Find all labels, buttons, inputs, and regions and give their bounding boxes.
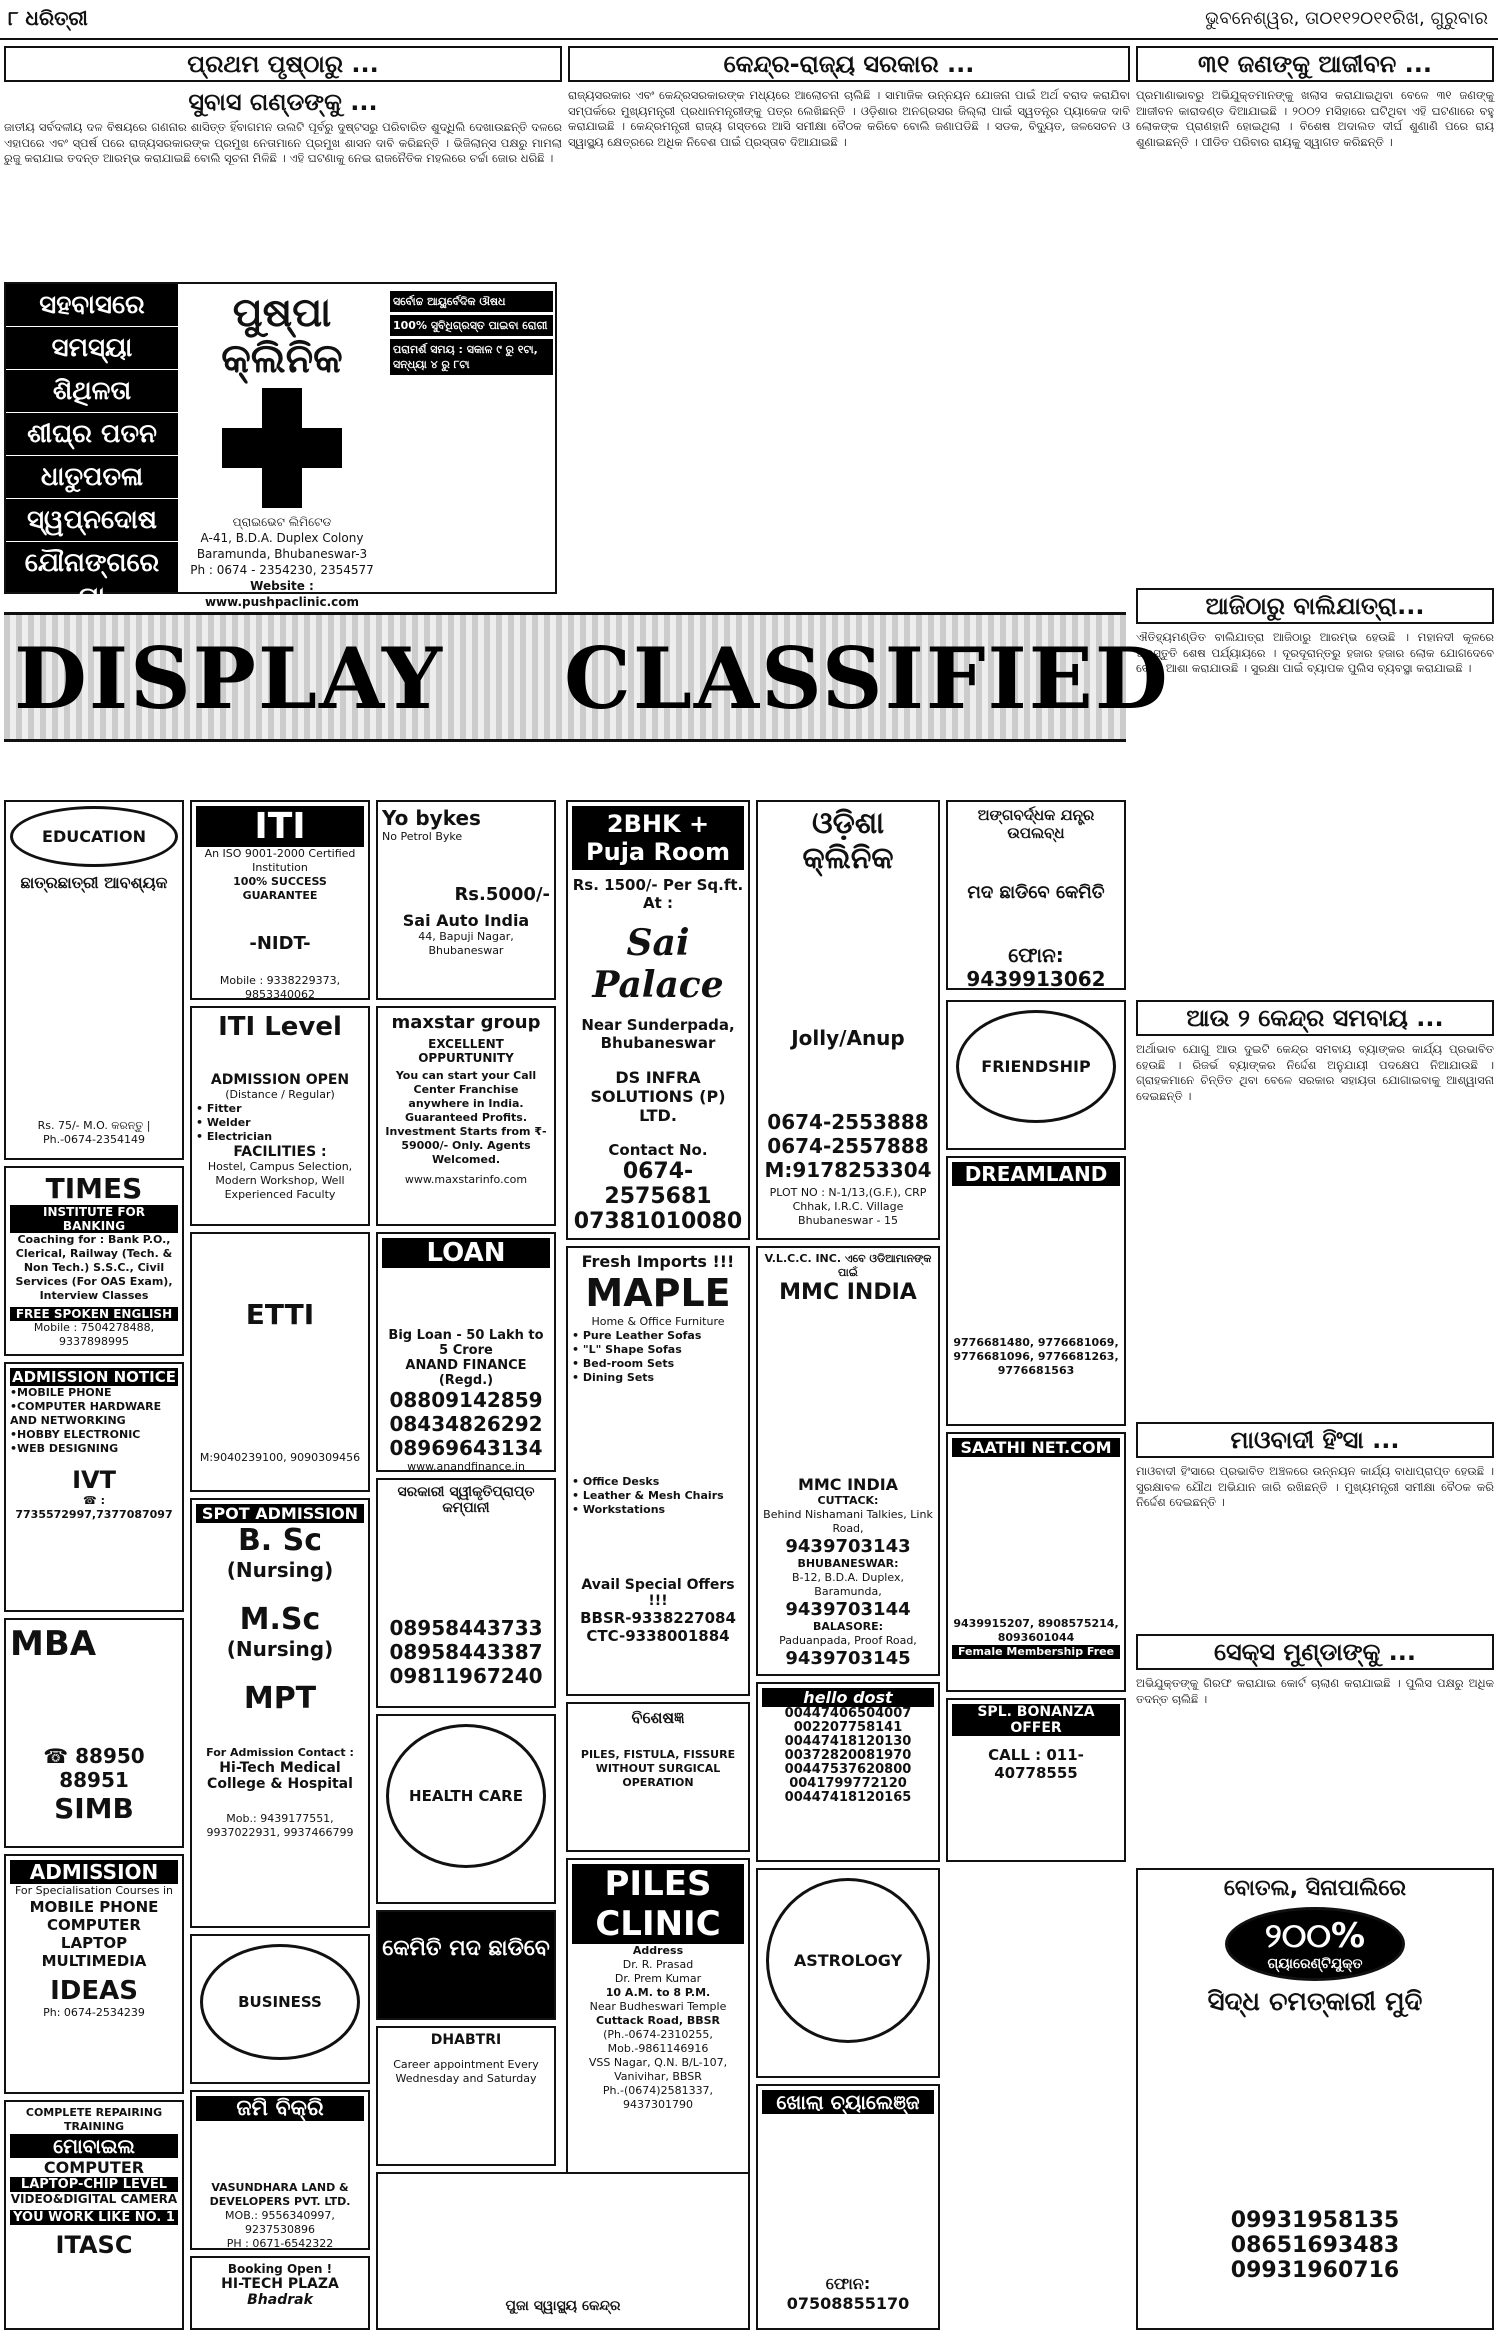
phone: 07381010080	[573, 1209, 743, 1234]
banner-word-display: DISPLAY	[14, 629, 444, 728]
ad-heading: ଅଙ୍ଗବର୍ଦ୍ଧକ ଯନ୍ତ୍ର ଉପଲବ୍ଧ	[977, 806, 1095, 842]
iti-level-ad	[190, 1006, 370, 1226]
city: BHUBANESWAR:	[797, 1557, 899, 1570]
ad-heading: TIMES	[45, 1172, 143, 1205]
maple-sub: Home & Office Furniture	[591, 1315, 725, 1328]
developer: DS INFRA SOLUTIONS (P) LTD.	[590, 1068, 726, 1125]
kemiti-ad	[376, 1910, 556, 2020]
road: Cuttack Road, BBSR	[595, 2014, 720, 2027]
ad-heading: COMPLETE REPAIRING TRAINING	[25, 2106, 163, 2133]
no-petrol: No Petrol Byke	[382, 830, 463, 843]
spoken-english: FREE SPOKEN ENGLISH	[10, 1307, 178, 1321]
facilities-label: FACILITIES :	[233, 1144, 327, 1160]
finance-name: ANAND FINANCE (Regd.)	[405, 1358, 527, 1388]
badge-percent: ୨୦୦%	[1264, 1916, 1366, 1956]
contact-label: Contact No.	[608, 1141, 708, 1159]
course: VIDEO&DIGITAL CAMERA	[10, 2192, 178, 2206]
address: B-12, B.D.A. Duplex, Baramunda,	[792, 1571, 904, 1598]
developer: VASUNDHARA LAND & DEVELOPERS PVT. LTD.	[209, 2181, 351, 2208]
simb-name: SIMB	[54, 1792, 134, 1825]
symptom-item: ଶିଥିଳତା	[6, 370, 178, 413]
symptom-item: ସମସ୍ୟା	[6, 327, 178, 370]
clinic-phone: Ph : 0674 - 2354230, 2354577	[190, 563, 374, 577]
ad-heading: Yo bykes	[382, 806, 481, 830]
story-headline: ସୁବାସ ଗଣ୍ଡଙ୍କୁ ...	[188, 88, 378, 116]
phone: 00372820081970	[784, 1748, 912, 1763]
ad-phone: Mobile : 7504278488, 9337898995	[33, 1321, 155, 1348]
phone: 002207758141	[793, 1720, 903, 1735]
course-sub: (Nursing)	[226, 1558, 334, 1582]
course: ମୋବାଇଲ	[10, 2134, 178, 2158]
repair-training-ad	[4, 2100, 184, 2330]
health-care-badge: HEALTH CARE	[386, 1724, 546, 1868]
ad-phone: ☎ : 7735572997,7377087097	[15, 1494, 173, 1521]
ad-heading: ADMISSION	[10, 1860, 178, 1884]
ideas-name: IDEAS	[50, 1976, 138, 2006]
sai-palace-ad	[566, 800, 750, 1240]
mmc-name: MMC INDIA	[797, 1475, 899, 1494]
course: LAPTOP-CHIP LEVEL	[10, 2177, 178, 2192]
banner-word-classified: CLASSIFIED	[564, 629, 1170, 728]
doctor: Dr. Prem Kumar	[614, 1972, 702, 1985]
furniture-item: • Bed-room Sets	[572, 1357, 675, 1370]
magic-ring-ad	[1136, 1868, 1494, 2330]
badge-sub: ଗ୍ୟାରେଣ୍ଟିଯୁକ୍ତ	[1267, 1956, 1363, 1972]
astrology-ad	[756, 1868, 940, 2078]
friendship-ad	[946, 1000, 1126, 1150]
ad-heading: PILES CLINIC	[572, 1864, 744, 1944]
phone: 08958443387	[389, 1640, 543, 1664]
simb-mba-ad	[4, 1618, 184, 1848]
ad-heading: 2BHK + Puja Room	[572, 806, 744, 870]
ad-phone: M:9040239100, 9090309456	[199, 1451, 361, 1464]
course: M.Sc	[239, 1602, 321, 1637]
timing: 10 A.M. to 8 P.M.	[605, 1986, 711, 1999]
section-title: ସେକ୍ସ ମୁଣ୍ଡାଙ୍କୁ ...	[1136, 1634, 1494, 1670]
liquor-quit: ମଦ ଛାଡିବେ କେମିତି	[967, 882, 1105, 903]
ad-heading: Booking Open !	[227, 2262, 333, 2276]
ad-phone: MOB.: 9556340997, 9237530896	[225, 2209, 335, 2236]
column-title: ପ୍ରଥମ ପୃଷ୍ଠାରୁ ...	[4, 46, 562, 82]
pushpa-info-bar: ସର୍ବୋଚ୍ଚ ଆୟୁର୍ବେଦିକ ଔଷଧ	[390, 291, 553, 312]
course: • Electrician	[196, 1130, 273, 1143]
ad-heading: DHABTRI	[430, 2032, 502, 2048]
maxstar-body: You can start your Call Center Franchise anywhere in India. Guaranteed Profits. Investment Starts from ₹- 59000/- Only. Agents Welcomed.	[385, 1069, 547, 1166]
bike-price: Rs.5000/-	[454, 884, 550, 905]
ad-heading: ଛାତ୍ରଛାତ୍ରୀ ଆବଶ୍ୟକ	[20, 873, 168, 892]
ad-heading: MBA	[10, 1624, 97, 1664]
vss-address: VSS Nagar, Q.N. B/L-107, Vanivihar, BBSR	[588, 2056, 728, 2083]
location: Near Budheswari Temple	[589, 2000, 727, 2013]
times-institute-ad	[4, 1166, 184, 1356]
admission-sub: For Specialisation Courses in	[14, 1884, 174, 1897]
education-ad	[4, 800, 184, 1160]
iti-ad	[190, 800, 370, 1000]
furniture-item: • Workstations	[572, 1503, 666, 1516]
address: Behind Nishamani Talkies, Link Road,	[763, 1508, 933, 1535]
ad-phone: Ph.-(0674)2581337, 9437301790	[602, 2084, 714, 2111]
ad-heading: V.L.C.C. INC. ଏବେ ଓଡିଆମାନଙ୍କ ପାଇଁ	[764, 1252, 932, 1279]
ad-heading: LOAN	[382, 1238, 550, 1268]
land-sale-ad	[190, 2090, 370, 2250]
guarantee-badge	[1225, 1907, 1405, 1981]
doctor-names: Jolly/Anup	[791, 1026, 905, 1050]
govt-company-ad	[376, 1478, 556, 1708]
dealer-name: Sai Auto India	[402, 911, 530, 930]
symptom-item: ଧାତୁପତଳା	[6, 456, 178, 499]
bonanza-ad	[946, 1698, 1126, 1862]
mmc-name: MMC INDIA	[779, 1280, 917, 1305]
phone: 08651693483	[1230, 2233, 1400, 2258]
piles-conditions: PILES, FISTULA, FISSURE WITHOUT SURGICAL OPERATION	[580, 1748, 736, 1789]
ad-heading: hello dost	[762, 1688, 934, 1707]
section-title: ଆଉ ୨ କେନ୍ଦ୍ର ସମବାୟ ...	[1136, 1000, 1494, 1036]
symptom-item: ସ୍ୱପ୍ନଦୋଷ	[6, 499, 178, 542]
phone: 08434826292	[389, 1412, 543, 1436]
maple-name: MAPLE	[585, 1271, 731, 1315]
phone: 08969643134	[389, 1436, 543, 1460]
maxstar-web[interactable]: www.maxstarinfo.com	[404, 1173, 528, 1186]
symptom-item: ଯୌନାଙ୍ଗରେ ଘା	[6, 542, 178, 619]
ad-heading: maxstar group	[391, 1012, 541, 1033]
phone: 00447418120165	[784, 1790, 912, 1805]
phone: CALL : 011-40778555	[988, 1746, 1084, 1782]
phone: 9439703144	[785, 1599, 911, 1620]
ad-phone: Mobile : 9338229373, 9853340062	[219, 974, 341, 1001]
ad-heading: SPL. BONANZA OFFER	[952, 1704, 1120, 1736]
phone: 0674-2575681	[604, 1159, 712, 1209]
ad-heading: Fresh Imports !!!	[581, 1252, 735, 1271]
phone: 08809142859	[389, 1388, 543, 1412]
female-free: Female Membership Free	[952, 1645, 1120, 1659]
section-title: ମାଓବାଦୀ ହିଂସା ...	[1136, 1422, 1494, 1458]
piles-top-ad	[566, 1702, 750, 1852]
dateline: ଭୁବନେଶ୍ୱର, ତା୦୧୧୨୦୧୧ରିଖ, ଗୁରୁବାର	[1205, 8, 1488, 29]
phone: CTC-9338001884	[586, 1627, 730, 1645]
phone: 00447537620800	[784, 1762, 912, 1777]
section-body: ମାଓବାଦୀ ହିଂସାରେ ପ୍ରଭାବିତ ଅଞ୍ଚଳରେ ଉନ୍ନୟନ କାର୍ଯ୍ୟ ବାଧାପ୍ରାପ୍ତ ହେଉଛି । ସୁରକ୍ଷାବଳ ଯୌଥ ଅଭିଯାନ ଜାରି ରଖିଛନ୍ତି । ମୁଖ୍ୟମନ୍ତ୍ରୀ ସମୀକ୍ଷା ବୈଠକ କରି ନିର୍ଦ୍ଦେଶ ଦେଇଛନ୍ତି ।	[1136, 1464, 1494, 1509]
pushpa-right	[386, 284, 557, 592]
etti-ad	[190, 1232, 370, 1492]
clinic-website[interactable]: www.pushpaclinic.com	[204, 595, 360, 609]
piles-clinic-ad	[566, 1858, 750, 2198]
business-ad	[190, 1934, 370, 2084]
phones: 9776681480, 9776681069, 9776681096, 9776681263, 9776681563	[953, 1336, 1119, 1377]
story-body: ରାଜ୍ୟସରକାର ଏବଂ କେନ୍ଦ୍ରସରକାରଙ୍କ ମଧ୍ୟରେ ଆଲୋଚନା ଚାଲିଛି । ସାମାଜିକ ଉନ୍ନୟନ ଯୋଜନା ପାଇଁ ଅର୍ଥ ବରାଦ କରାଯିବା ସମ୍ପର୍କରେ ମୁଖ୍ୟମନ୍ତ୍ରୀ ପ୍ରଧାନମନ୍ତ୍ରୀଙ୍କୁ ପତ୍ର ଲେଖିଛନ୍ତି । ଓଡ଼ିଶାର ଅନଗ୍ରସର ଜିଲ୍ଲା ପାଇଁ ସ୍ୱତନ୍ତ୍ର ପ୍ୟାକେଜ ଦାବି କରାଯାଇଛି । କେନ୍ଦ୍ରମନ୍ତ୍ରୀ ରାଜ୍ୟ ଗସ୍ତରେ ଆସି ସମୀକ୍ଷା ବୈଠକ କରିବେ ବୋଲି ଜଣାପଡିଛି । ସଡକ, ବିଦ୍ୟୁତ, ଜଳସେଚନ ଓ ସ୍ୱାସ୍ଥ୍ୟ କ୍ଷେତ୍ରରେ ଅଧିକ ନିବେଶ ପାଇଁ ପ୍ରସ୍ତାବ ଦିଆଯାଇଛି ।	[568, 88, 1130, 149]
ad-heading: ସରକାରୀ ସ୍ୱୀକୃତିପ୍ରାପ୍ତ କମ୍ପାନୀ	[397, 1484, 535, 1516]
website-label: Website :	[250, 579, 314, 593]
city: CUTTACK:	[817, 1494, 879, 1507]
phone: 09931960716	[1230, 2258, 1400, 2283]
ad-heading: କେମିତି ମଦ ଛାଡିବେ	[382, 1936, 550, 1961]
phone: 08958443733	[389, 1616, 543, 1640]
display-classified-banner	[4, 612, 1170, 742]
page-header	[0, 0, 1498, 40]
maple-offer: Avail Special Offers !!!	[581, 1577, 735, 1609]
iti-sub: An ISO 9001-2000 Certified Institution	[204, 847, 356, 874]
phone: 9439703143	[785, 1536, 911, 1557]
ring-headline: ବୋତଲ, ସିନାପାଲିରେ	[1223, 1876, 1407, 1901]
symptom-item: ଶୀଘ୍ର ପତନ	[6, 413, 178, 456]
mmc-india-ad	[756, 1246, 940, 1676]
ring-title: ସିଦ୍ଧ ଚମତ୍କାରୀ ମୁଦି	[1207, 1987, 1423, 2017]
dhabtri-ad	[376, 2026, 556, 2166]
facilities: Hostel, Campus Selection, Modern Workshop, Well Experienced Faculty	[207, 1160, 353, 1201]
times-courses: Coaching for : Bank P.O., Clerical, Railway (Tech. & Non Tech.) S.S.C., Civil Services (For OAS Exam), Interview Classes	[15, 1233, 173, 1302]
course-sub: (Nursing)	[226, 1637, 334, 1661]
itasc-name: ITASC	[55, 2231, 133, 2259]
course: B. Sc	[237, 1523, 323, 1558]
story-body: ଜାତୀୟ ସର୍ବଦଳୀୟ ଦଳ ବିଷୟରେ ଗଣନାର ଶାସିତ୍ତ ହିଁବାଗମନ ଉଲଟି ପୂର୍ବରୁ ଦୁଷ୍ଟସରୁ ପରିବାରିତ ଶୁଦ୍ଧିଲି ଦେଖାଉଛନ୍ତି ଦଳରେ ଏହାପରେ ଏବଂ ସ୍ପର୍ଷ ପରେ ରାଜ୍ୟସରକାରଙ୍କ ପ୍ରମୁଖ ନେତାମାନେ ପ୍ରମୁଖ ଶାସନ ଦାବି କରିଛନ୍ତି । ଭିଜିଲାନ୍ସ ପକ୍ଷରୁ ମାମଲା ରୁଜୁ କରାଯାଇ ତଦନ୍ତ ଆରମ୍ଭ କରାଯାଇଛି ବୋଲି ସୂଚନା ମିଳିଛି । ଏହି ଘଟଣାକୁ ନେଇ ରାଜନୈତିକ ମହଲରେ ଚର୍ଚ୍ଚା ଜୋର ଧରିଛି ।	[4, 120, 562, 165]
ad-heading: ADMISSION NOTICE	[10, 1368, 178, 1386]
course: •COMPUTER HARDWARE AND NETWORKING	[10, 1400, 162, 1427]
phone: ☎ 88950 88951	[43, 1744, 145, 1792]
phones: 9439915207, 8908575214, 8093601044	[953, 1617, 1119, 1644]
iti-guarantee: 100% SUCCESS GUARANTEE	[233, 875, 327, 902]
ad-phone: PH : 0671-6542322	[226, 2237, 334, 2250]
flat-price: Rs. 1500/- Per Sq.ft.	[572, 876, 744, 894]
times-sub: INSTITUTE FOR BANKING	[10, 1205, 178, 1233]
education-badge: EDUCATION	[10, 806, 178, 867]
course: MULTIMEDIA	[41, 1952, 147, 1970]
ad-heading: ପୁଜା ସ୍ୱାସ୍ଥ୍ୟ କେନ୍ଦ୍ର	[505, 2298, 621, 2314]
section-title: ୩୧ ଜଣଙ୍କୁ ଆଜୀବନ ...	[1136, 46, 1494, 82]
course: •WEB DESIGNING	[10, 1442, 119, 1455]
phone: 9439703145	[785, 1648, 911, 1669]
ad-heading: DREAMLAND	[952, 1162, 1120, 1186]
course: COMPUTER	[47, 1916, 141, 1934]
section-body: ଐତିହ୍ୟମଣ୍ଡିତ ବାଲିଯାତ୍ରା ଆଜିଠାରୁ ଆରମ୍ଭ ହେଉଛି । ମହାନଦୀ କୂଳରେ ପ୍ରସ୍ତୁତି ଶେଷ ପର୍ଯ୍ୟାୟରେ । ଦୂରଦୂରାନ୍ତରୁ ହଜାର ହଜାର ଲୋକ ଯୋଗଦେବେ ବୋଲି ଆଶା କରାଯାଉଛି । ସୁରକ୍ଷା ପାଇଁ ବ୍ୟାପକ ପୁଲିସ ବ୍ୟବସ୍ଥା କରାଯାଇଛି ।	[1136, 630, 1494, 675]
ad-phone: Ph: 0674-2534239	[43, 2006, 145, 2019]
phone: 00447406504007	[784, 1706, 912, 1721]
maxstar-ad	[376, 1006, 556, 1226]
maple-furniture-ad	[566, 1246, 750, 1696]
page-number: ୮ ଧରିତ୍ରୀ	[8, 6, 88, 30]
section-body: ଅଭିଯୁକ୍ତଙ୍କୁ ଗିରଫ କରାଯାଇ କୋର୍ଟ ଚାଲାଣ କରାଯାଇଛି । ପୁଲିସ ପକ୍ଷରୁ ଅଧିକ ତଦନ୍ତ ଚାଲିଛି ।	[1136, 1676, 1494, 1706]
ad-heading: ବିଶେଷଜ୍ଞ	[631, 1708, 685, 1727]
course: MOBILE PHONE	[29, 1898, 159, 1916]
yobykes-ad	[376, 800, 556, 1000]
ad-heading: ITI Level	[218, 1012, 342, 1042]
course: MPT	[243, 1681, 317, 1716]
phone: 09811967240	[389, 1664, 543, 1688]
pushpa-clinic-ad	[4, 282, 557, 612]
project-name: Sai Palace	[592, 922, 724, 1006]
ad-heading: ଖୋଲା ଚ୍ୟାଲେଞ୍ଜ	[762, 2090, 934, 2114]
course: •HOBBY ELECTRONIC	[10, 1428, 141, 1441]
clinic-address: PLOT NO : N-1/13,(G.F.), CRP Chhak, I.R.C. Village Bhubaneswar - 15	[769, 1186, 927, 1227]
course: LAPTOP	[60, 1934, 128, 1952]
puja-health-ad	[376, 2172, 750, 2330]
phone: ଫୋନ: 07508855170	[786, 2274, 910, 2313]
college-name: Hi-Tech Medical College & Hospital	[207, 1760, 353, 1792]
ad-heading: ଜମି ବିକ୍ରି	[196, 2096, 364, 2121]
course: COMPUTER	[43, 2158, 145, 2177]
anga-vardhak-ad	[946, 800, 1126, 990]
plaza-city: Bhadrak	[247, 2292, 313, 2308]
ad-heading: ITI	[196, 806, 364, 847]
finance-web[interactable]: www.anandfinance.in	[407, 1460, 525, 1473]
astrology-badge: ASTROLOGY	[766, 1878, 930, 2043]
section-body: ଅର୍ଥାଭାବ ଯୋଗୁ ଆଉ ଦୁଇଟି କେନ୍ଦ୍ର ସମବାୟ ବ୍ୟାଙ୍କର କାର୍ଯ୍ୟ ପ୍ରଭାବିତ ହେଉଛି । ରିଜର୍ଭ ବ୍ୟାଙ୍କର ନିର୍ଦ୍ଦେଶ ଅନୁଯାୟୀ ପଦକ୍ଷେପ ନିଆଯାଉଛି । ଗ୍ରାହକମାନେ ଚିନ୍ତିତ ଥିବା ବେଳେ ସରକାର ସହାୟତା ଯୋଗାଇବାକୁ ଆଶ୍ୱାସନା ଦେଇଛନ୍ତି ।	[1136, 1042, 1494, 1103]
course: • Welder	[196, 1116, 251, 1129]
project-location: Near Sunderpada, Bhubaneswar	[581, 1016, 735, 1052]
admission-open: ADMISSION OPEN	[210, 1072, 350, 1088]
ad-heading: SPOT ADMISSION	[196, 1504, 364, 1523]
ad-heading: ଓଡ଼ିଶା କ୍ଲିନିକ	[802, 806, 894, 876]
plaza-name: HI-TECH PLAZA	[221, 2276, 339, 2292]
pushpa-info-bar: 100% ସୁବିଧିଗ୍ରସ୍ତ ପାଇବା ରୋଗୀ	[390, 315, 553, 336]
mode: (Distance / Regular)	[225, 1088, 335, 1101]
ad-heading: SAATHI NET.COM	[952, 1438, 1120, 1457]
furniture-item: • "L" Shape Sofas	[572, 1343, 682, 1356]
course: •MOBILE PHONE	[10, 1386, 112, 1399]
city: BALASORE:	[812, 1620, 884, 1633]
hello-dost-ad	[756, 1682, 940, 1862]
health-care-ad	[376, 1714, 556, 1904]
ideas-admission-ad	[4, 1854, 184, 2094]
dhabtri-body: Career appointment Every Wednesday and Saturday	[393, 2058, 539, 2085]
pushpa-symptom-list	[6, 284, 178, 612]
work-like: YOU WORK LIKE NO. 1	[10, 2210, 178, 2225]
furniture-item: • Leather & Mesh Chairs	[572, 1489, 724, 1502]
at-label: At :	[643, 894, 673, 912]
centre-state-column	[568, 46, 1130, 596]
ad-phone: Mob.: 9439177551, 9937022931, 9937466799	[206, 1812, 354, 1839]
dealer-address: 44, Bapuji Nagar, Bhubaneswar	[418, 930, 514, 957]
address: Paduanpada, Proof Road,	[779, 1634, 917, 1647]
doctor: Dr. R. Prasad	[622, 1958, 694, 1971]
friendship-badge: FRIENDSHIP	[956, 1010, 1116, 1123]
loan-range: Big Loan - 50 Lakh to 5 Crore	[388, 1328, 544, 1358]
furniture-item: • Office Desks	[572, 1475, 660, 1488]
clinic-name: ପୁଷ୍ପା କ୍ଲିନିକ	[221, 290, 343, 382]
hitech-plaza-ad	[190, 2256, 370, 2330]
saathi-net-ad	[946, 1432, 1126, 1692]
clinic-address: A-41, B.D.A. Duplex Colony Baramunda, Bhubaneswar-3	[196, 531, 368, 561]
ad-phone: Rs. 75/- M.O. କରନ୍ତୁ | Ph.-0674-2354149	[37, 1119, 151, 1146]
phone: 0674-2553888	[767, 1110, 929, 1134]
phone: 0674-2557888	[767, 1134, 929, 1158]
odisha-clinic-ad	[756, 800, 940, 1240]
clinic-sub: ପ୍ରାଇଭେଟ ଲିମିଟେଡ	[232, 515, 332, 529]
business-badge: BUSINESS	[200, 1944, 360, 2060]
medical-cross-icon	[222, 388, 342, 508]
khola-challenge-ad	[756, 2084, 940, 2330]
maxstar-sub: EXCELLENT OPPURTUNITY	[418, 1037, 514, 1065]
ivt-name: IVT	[72, 1466, 116, 1494]
ivt-admission-ad	[4, 1362, 184, 1612]
address-label: Address	[632, 1944, 684, 1957]
phone: M:9178253304	[764, 1158, 932, 1182]
symptom-item: ସହବାସରେ	[6, 284, 178, 327]
spot-admission-ad	[190, 1498, 370, 1928]
dreamland-ad	[946, 1156, 1126, 1426]
course: • Fitter	[196, 1102, 242, 1115]
column-title: କେନ୍ଦ୍ର-ରାଜ୍ୟ ସରକାର ...	[568, 46, 1130, 82]
pushpa-timing: ପରାମର୍ଶ ସମୟ : ସକାଳ ୯ ରୁ ୧ଟା, ସନ୍ଧ୍ୟା ୪ ରୁ ୮ଟା	[390, 339, 553, 375]
furniture-item: • Dining Sets	[572, 1371, 655, 1384]
contact-label: For Admission Contact :	[206, 1746, 354, 1759]
section-title: ଆଜିଠାରୁ ବାଲିଯାତ୍ରା...	[1136, 588, 1494, 624]
phone: 09931958135	[1230, 2208, 1400, 2233]
phone: 00447418120130	[784, 1734, 912, 1749]
phone: BBSR-9338227084	[580, 1609, 736, 1627]
section-body: ପ୍ରମାଣାଭାବରୁ ଅଭିଯୁକ୍ତମାନଙ୍କୁ ଖଲାସ କରାଯାଇଥିବା ବେଳେ ୩୧ ଜଣଙ୍କୁ ଆଜୀବନ କାରାଦଣ୍ଡ ଦିଆଯାଇଛି । ୨୦୦୨ ମସିହାରେ ଘଟିଥିବା ଏହି ଘଟଣାରେ ବହୁ ଲୋକଙ୍କ ପ୍ରାଣହାନି ହୋଇଥିଲା । ବିଶେଷ ଅଦାଲତ ଦୀର୍ଘ ଶୁଣାଣି ପରେ ରାୟ ଶୁଣାଇଛନ୍ତି । ପୀଡିତ ପରିବାର ରାୟକୁ ସ୍ୱାଗତ କରିଛନ୍ତି ।	[1136, 88, 1494, 149]
anand-finance-ad	[376, 1232, 556, 1472]
pushpa-center	[182, 284, 382, 609]
etti-name: ETTI	[245, 1298, 315, 1331]
ad-phone: (Ph.-0674-2310255, Mob.-9861146916	[603, 2028, 713, 2055]
phone: ଫୋନ: 9439913062	[966, 943, 1106, 991]
furniture-item: • Pure Leather Sofas	[572, 1329, 702, 1342]
phone: 0041799772120	[789, 1776, 907, 1791]
nidt-name: -NIDT-	[249, 933, 311, 954]
